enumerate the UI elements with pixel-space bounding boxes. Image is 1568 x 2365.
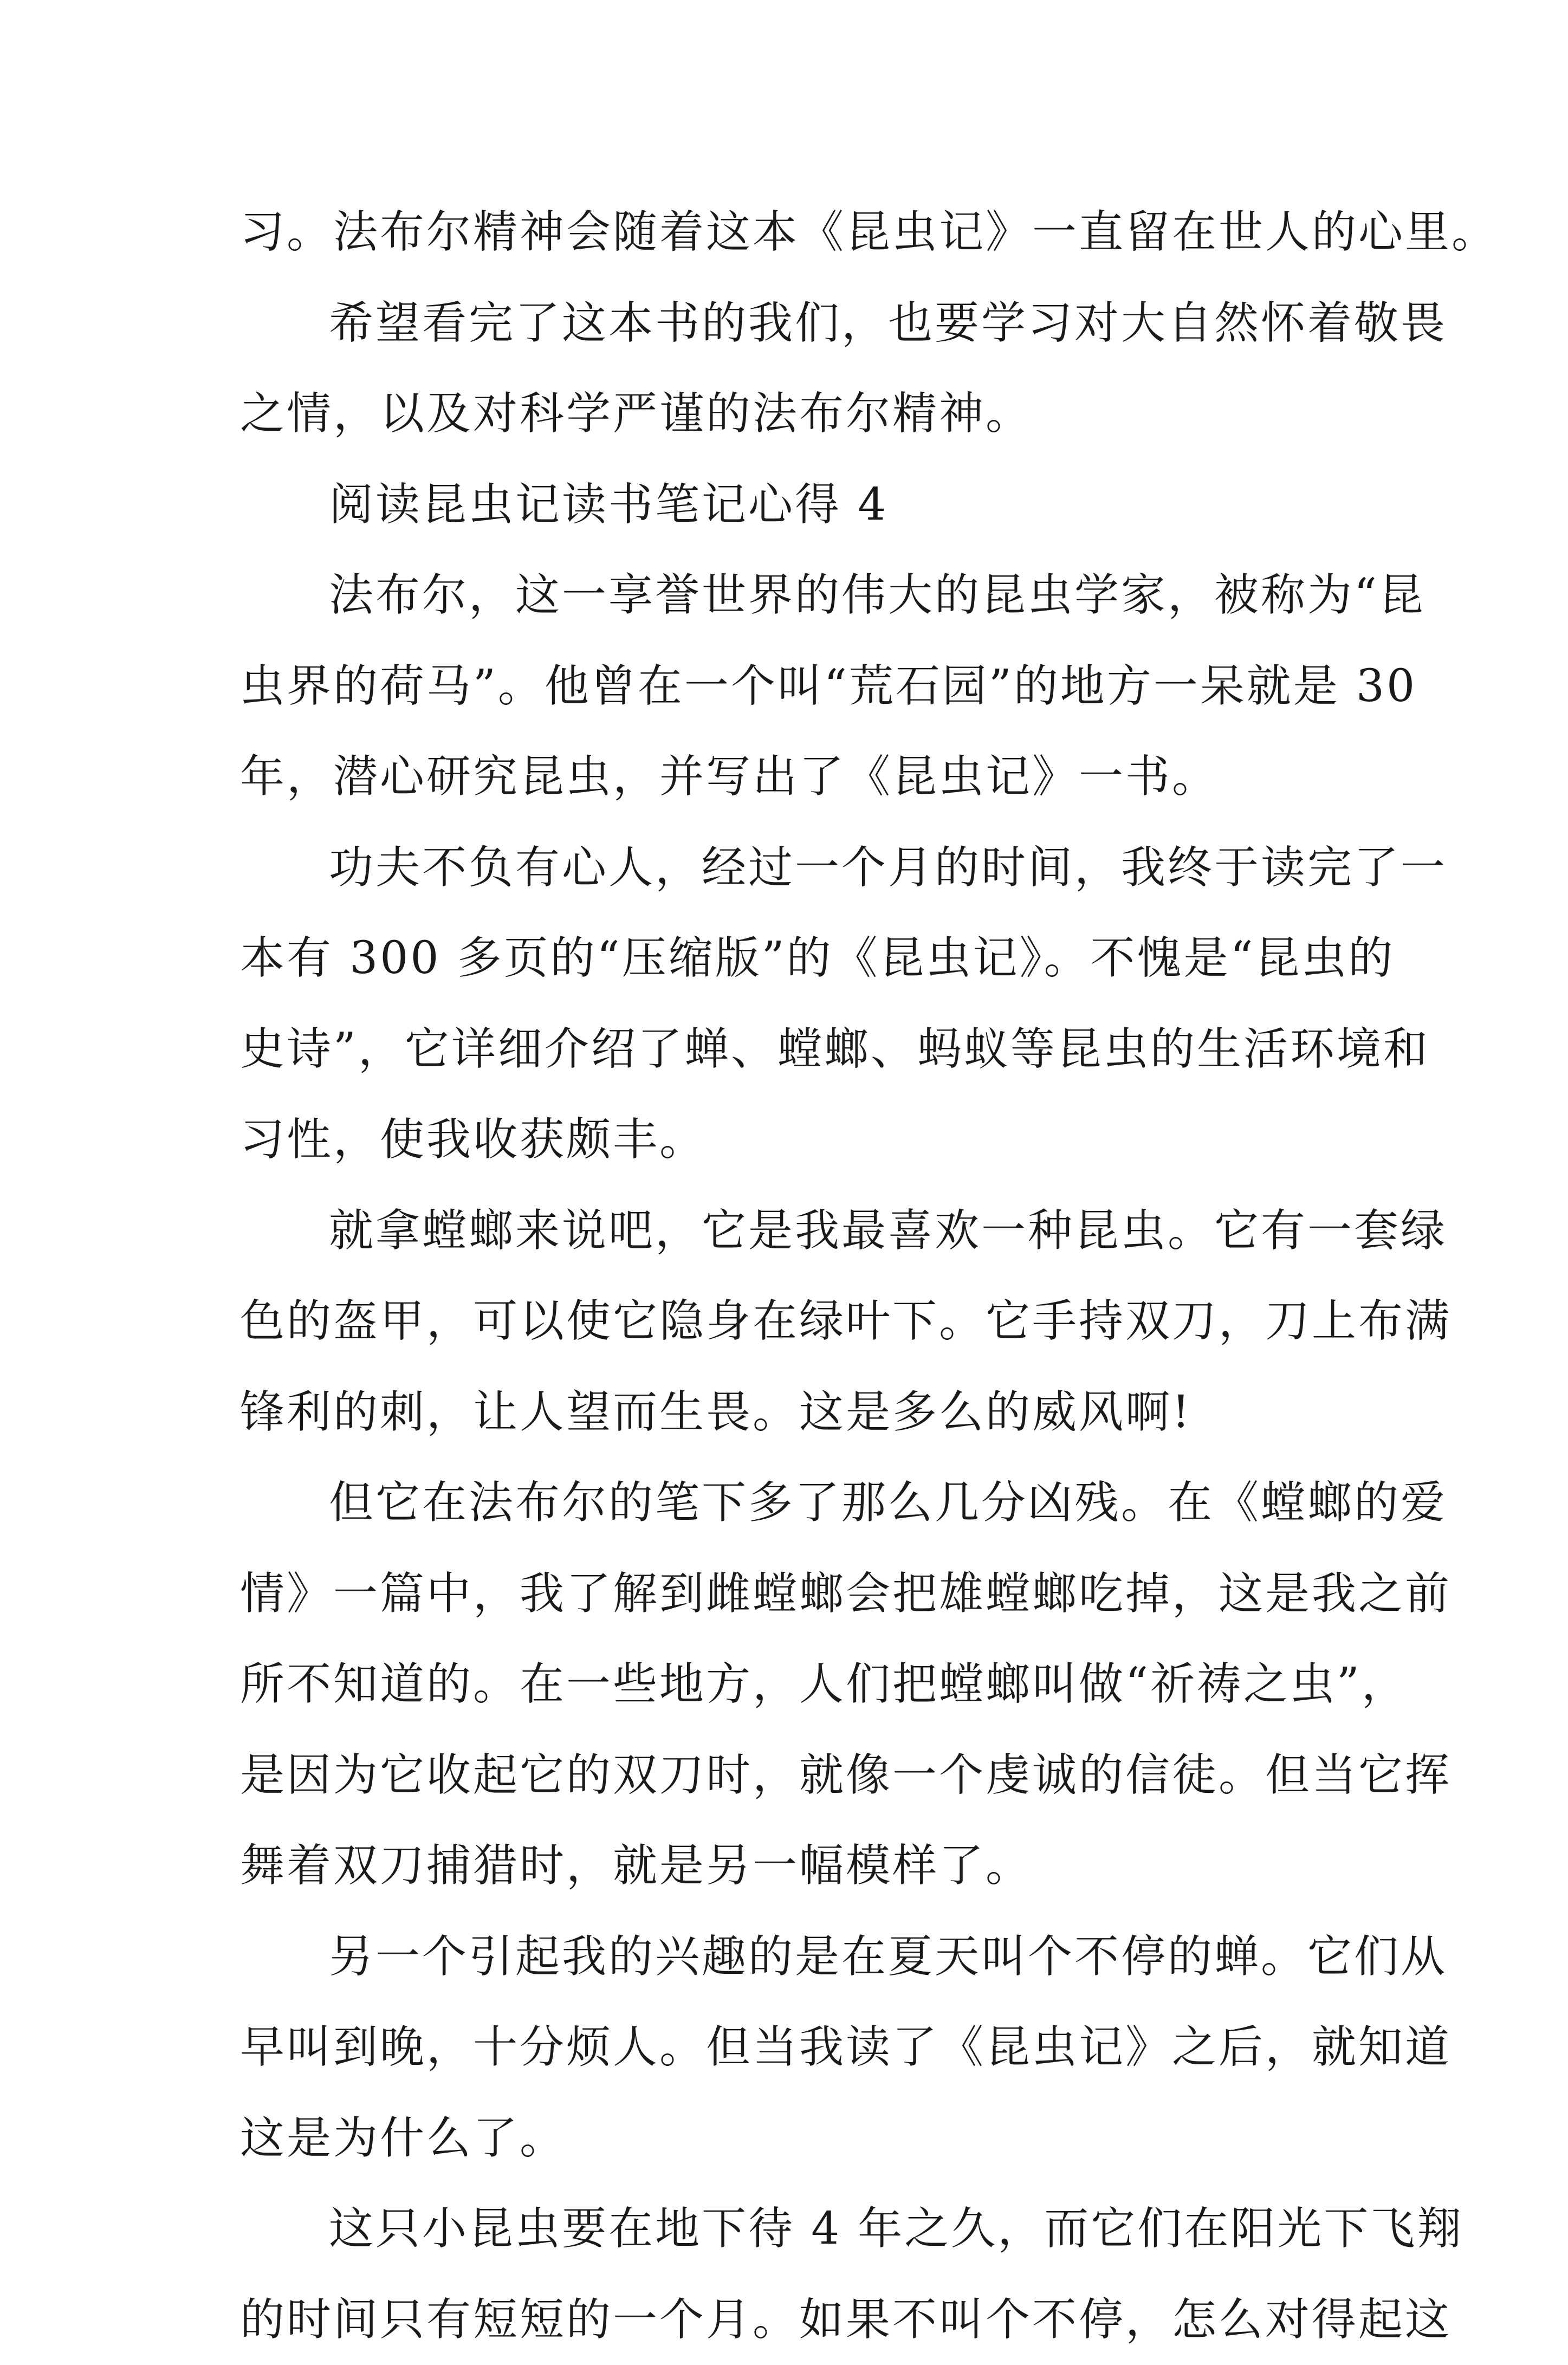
section-heading: 阅读昆虫记读书笔记心得 4 xyxy=(240,459,1334,550)
text-line: 本有 300 多页的“压缩版”的《昆虫记》。不愧是“昆虫的 xyxy=(240,913,1334,1004)
text-line: 这是为什么了。 xyxy=(240,2093,1334,2184)
text-line: 希望看完了这本书的我们，也要学习对大自然怀着敬畏 xyxy=(240,278,1334,369)
text-line: 色的盔甲，可以使它隐身在绿叶下。它手持双刀，刀上布满 xyxy=(240,1276,1334,1367)
text-line: 就拿螳螂来说吧，它是我最喜欢一种昆虫。它有一套绿 xyxy=(240,1185,1334,1277)
text-line: 之情，以及对科学严谨的法布尔精神。 xyxy=(240,368,1334,459)
text-line: 习性，使我收获颇丰。 xyxy=(240,1094,1334,1185)
text-line: 是因为它收起它的双刀时，就像一个虔诚的信徒。但当它挥 xyxy=(240,1730,1334,1821)
text-line: 年，潜心研究昆虫，并写出了《昆虫记》一书。 xyxy=(240,731,1334,822)
text-line: 另一个引起我的兴趣的是在夏天叫个不停的蝉。它们从 xyxy=(240,1912,1334,2003)
text-line: 情》一篇中，我了解到雌螳螂会把雄螳螂吃掉，这是我之前 xyxy=(240,1548,1334,1640)
text-line: 的时间只有短短的一个月。如果不叫个不停，怎么对得起这 xyxy=(240,2275,1334,2365)
text-line: 史诗”，它详细介绍了蝉、螳螂、蚂蚁等昆虫的生活环境和 xyxy=(240,1004,1334,1095)
text-line: 舞着双刀捕猎时，就是另一幅模样了。 xyxy=(240,1820,1334,1912)
text-line: 但它在法布尔的笔下多了那么几分凶残。在《螳螂的爱 xyxy=(240,1457,1334,1548)
text-line: 早叫到晚，十分烦人。但当我读了《昆虫记》之后，就知道 xyxy=(240,2002,1334,2093)
text-line: 习。法布尔精神会随着这本《昆虫记》一直留在世人的心里。 xyxy=(240,187,1334,278)
body-text xyxy=(240,187,1334,2365)
text-line: 锋利的刺，让人望而生畏。这是多么的威风啊! xyxy=(240,1367,1334,1458)
text-line: 所不知道的。在一些地方，人们把螳螂叫做“祈祷之虫”， xyxy=(240,1639,1334,1730)
text-line: 虫界的荷马”。他曾在一个叫“荒石园”的地方一呆就是 30 xyxy=(240,641,1334,732)
text-line: 功夫不负有心人，经过一个月的时间，我终于读完了一 xyxy=(240,822,1334,913)
text-line: 这只小昆虫要在地下待 4 年之久，而它们在阳光下飞翔 xyxy=(240,2183,1334,2275)
text-line: 法布尔，这一享誉世界的伟大的昆虫学家，被称为“昆 xyxy=(240,550,1334,641)
